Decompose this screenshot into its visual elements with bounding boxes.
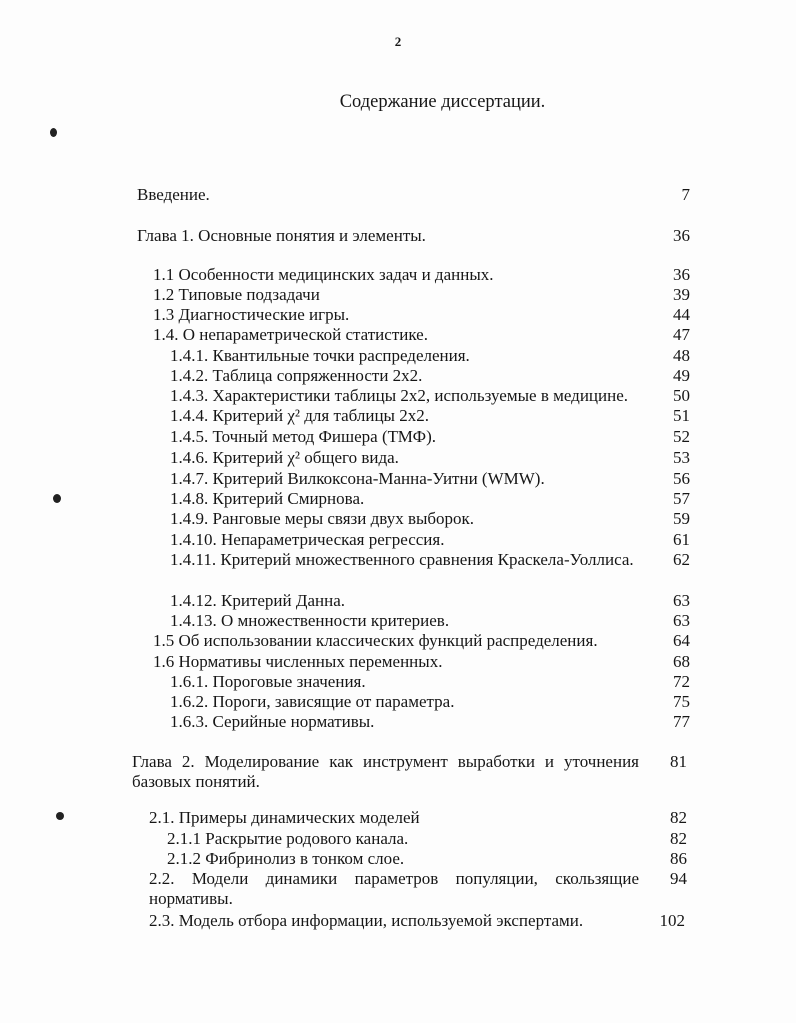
toc-entry-page: 56 xyxy=(673,469,690,488)
toc-entry-page: 77 xyxy=(673,712,690,731)
toc-entry-page: 61 xyxy=(673,530,690,549)
toc-entry-label: 1.4.11. Критерий множественного сравнения Краскела-Уоллиса. xyxy=(170,550,634,569)
toc-entry-label: 1.6.2. Пороги, зависящие от параметра. xyxy=(170,692,455,711)
toc-entry-label: 1.4.1. Квантильные точки распределения. xyxy=(170,346,470,365)
toc-entry-page: 75 xyxy=(673,692,690,711)
toc-entry-label: 1.4.6. Критерий χ² общего вида. xyxy=(170,448,399,467)
toc-entry-page: 49 xyxy=(673,366,690,385)
toc-entry-page: 7 xyxy=(681,185,690,204)
toc-entry-label: 1.6 Нормативы численных переменных. xyxy=(153,652,443,671)
scan-spot xyxy=(56,812,64,820)
toc-entry-page: 48 xyxy=(673,346,690,365)
toc-entry-page: 86 xyxy=(670,849,687,868)
toc-entry-page: 57 xyxy=(673,489,690,508)
toc-entry-label: 2.3. Модель отбора информации, используемой экспертами. xyxy=(149,911,584,930)
toc-entry-label: 1.5 Об использовании классических функций распределения. xyxy=(153,631,598,650)
toc-entry-label: 1.4.3. Характеристики таблицы 2x2, используемые в медицине. xyxy=(170,386,629,405)
scan-spot xyxy=(53,494,61,503)
toc-entry-page: 62 xyxy=(673,550,690,569)
toc-entry-label: 2.2. Модели динамики параметров популяции, скользящие нормативы. xyxy=(149,869,639,908)
toc-entry-label: 1.6.3. Серийные нормативы. xyxy=(170,712,375,731)
toc-entry-page: 102 xyxy=(659,911,685,930)
toc-entry-label: Введение. xyxy=(137,185,210,204)
toc-entry-page: 36 xyxy=(673,265,690,284)
toc-entry-page: 82 xyxy=(670,829,687,848)
toc-entry-page: 52 xyxy=(673,427,690,446)
toc-entry-label: 1.4.13. О множественности критериев. xyxy=(170,611,450,630)
toc-entry-label: 1.4.9. Ранговые меры связи двух выборок. xyxy=(170,509,475,528)
toc-entry-label: 2.1.2 Фибринолиз в тонком слое. xyxy=(167,849,405,868)
toc-entry-page: 39 xyxy=(673,285,690,304)
toc-entry-page: 36 xyxy=(673,226,690,245)
toc-entry-page: 51 xyxy=(673,406,690,425)
toc-entry-label: 1.4. О непараметрической статистике. xyxy=(153,325,428,344)
toc-entry-page: 47 xyxy=(673,325,690,344)
toc-entry-label: 1.6.1. Пороговые значения. xyxy=(170,672,366,691)
toc-entry-page: 53 xyxy=(673,448,690,467)
toc-entry-label: Глава 2. Моделирование как инструмент выработки и уточнения базовых понятий. xyxy=(132,752,639,791)
toc-entry-page: 59 xyxy=(673,509,690,528)
toc-entry-page: 50 xyxy=(673,386,690,405)
toc-entry-page: 82 xyxy=(670,808,687,827)
toc-entry-page: 44 xyxy=(673,305,690,324)
toc-entry-label: 1.4.8. Критерий Смирнова. xyxy=(170,489,365,508)
toc-entry-label: Глава 1. Основные понятия и элементы. xyxy=(137,226,426,245)
toc-entry-page: 81 xyxy=(670,752,687,771)
toc-entry-label: 1.4.2. Таблица сопряженности 2x2. xyxy=(170,366,423,385)
toc-entry-page: 63 xyxy=(673,611,690,630)
toc-entry-label: 1.4.7. Критерий Вилкоксона-Манна-Уитни (WMW). xyxy=(170,469,545,488)
toc-entry-label: 1.1 Особенности медицинских задач и данных. xyxy=(153,265,494,284)
page-number: 2 xyxy=(394,34,402,49)
toc-entry-label: 1.4.12. Критерий Данна. xyxy=(170,591,345,610)
toc-entry-page: 68 xyxy=(673,652,690,671)
toc-entry-label: 1.4.4. Критерий χ² для таблицы 2x2. xyxy=(170,406,429,425)
document-title: Содержание диссертации. xyxy=(339,92,546,112)
toc-entry-label: 1.4.5. Точный метод Фишера (ТМФ). xyxy=(170,427,437,446)
toc-entry-page: 94 xyxy=(670,869,687,888)
toc-entry-label: 2.1. Примеры динамических моделей xyxy=(149,808,420,827)
toc-entry-label: 2.1.1 Раскрытие родового канала. xyxy=(167,829,409,848)
toc-entry-label: 1.3 Диагностические игры. xyxy=(153,305,350,324)
toc-entry-page: 63 xyxy=(673,591,690,610)
toc-entry-label: 1.4.10. Непараметрическая регрессия. xyxy=(170,530,445,549)
toc-entry-label: 1.2 Типовые подзадачи xyxy=(153,285,320,304)
toc-entry-page: 72 xyxy=(673,672,690,691)
toc-entry-page: 64 xyxy=(673,631,690,650)
scan-spot xyxy=(50,128,57,137)
